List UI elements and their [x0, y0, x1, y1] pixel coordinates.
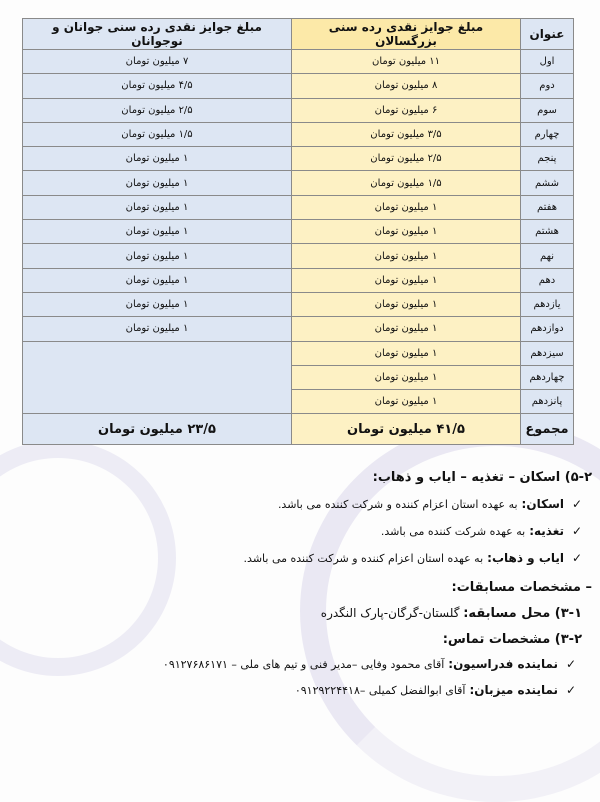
cell-youth: ۱ میلیون تومان	[23, 147, 292, 171]
cell-adult: ۱۱ میلیون تومان	[292, 50, 521, 74]
cell-adult: ۱ میلیون تومان	[292, 390, 521, 414]
cell-adult: ۱ میلیون تومان	[292, 244, 521, 268]
table-row	[23, 74, 574, 98]
cell-youth: ۱ میلیون تومان	[23, 171, 292, 195]
contact-text: آقای محمود وفایی –مدیر فنی و تیم های ملی – ۰۹۱۲۷۶۸۶۱۷۱	[162, 657, 445, 671]
header-adult: مبلغ جوایز نقدی رده سنی بزرگسالان	[292, 19, 521, 50]
cell-title: یازدهم	[521, 292, 574, 316]
bullet-item	[10, 524, 586, 538]
check-icon: ✓	[571, 524, 583, 538]
cell-title: نهم	[521, 244, 574, 268]
cell-adult: ۱ میلیون تومان	[292, 268, 521, 292]
cell-adult: ۲/۵ میلیون تومان	[292, 147, 521, 171]
cell-title: هشتم	[521, 220, 574, 244]
cell-title: ششم	[521, 171, 574, 195]
cell-title: سوم	[521, 98, 574, 122]
table-row	[23, 50, 574, 74]
section-heading-accommodation: ۵-۲) اسکان – تغذیه – ایاب و ذهاب:	[372, 470, 592, 485]
check-icon: ✓	[565, 657, 577, 671]
bullet-text: به عهده استان اعزام کننده و شرکت کننده می باشد.	[243, 551, 484, 565]
check-icon: ✓	[565, 683, 577, 697]
bullet-text: به عهده شرکت کننده می باشد.	[380, 524, 526, 538]
cell-youth: ۱/۵ میلیون تومان	[23, 122, 292, 146]
contact-item	[10, 683, 580, 697]
contact-label: نماینده فدراسیون:	[448, 657, 558, 671]
section-heading-specs: – مشخصات مسابقات:	[451, 580, 592, 595]
table-row	[23, 341, 574, 365]
cell-title: چهاردهم	[521, 365, 574, 389]
total-adult: ۴۱/۵ میلیون تومان	[292, 414, 521, 445]
table-row	[23, 122, 574, 146]
bullet-label: ایاب و ذهاب:	[487, 551, 564, 565]
total-title: مجموع	[521, 414, 574, 445]
cell-title: دهم	[521, 268, 574, 292]
table-row	[23, 147, 574, 171]
contact-label: نماینده میزبان:	[469, 683, 558, 697]
table-row	[23, 98, 574, 122]
cell-youth: ۲/۵ میلیون تومان	[23, 98, 292, 122]
contact-item	[10, 657, 580, 671]
cell-adult: ۶ میلیون تومان	[292, 98, 521, 122]
cell-title: دوازدهم	[521, 317, 574, 341]
cell-adult: ۱ میلیون تومان	[292, 365, 521, 389]
contact-text: آقای ابوالفضل کمیلی –۰۹۱۲۹۲۲۴۴۱۸	[294, 683, 466, 697]
header-title: عنوان	[521, 19, 574, 50]
cell-title: دوم	[521, 74, 574, 98]
cell-adult: ۱ میلیون تومان	[292, 195, 521, 219]
table-row	[23, 171, 574, 195]
bullet-label: تغذیه:	[529, 524, 564, 538]
cell-youth: ۴/۵ میلیون تومان	[23, 74, 292, 98]
cell-title: اول	[521, 50, 574, 74]
cell-youth-empty	[23, 341, 292, 414]
cell-adult: ۱ میلیون تومان	[292, 341, 521, 365]
table-header-row	[23, 19, 574, 50]
total-youth: ۲۳/۵ میلیون تومان	[23, 414, 292, 445]
cell-adult: ۳/۵ میلیون تومان	[292, 122, 521, 146]
check-icon: ✓	[571, 551, 583, 565]
cell-youth: ۱ میلیون تومان	[23, 317, 292, 341]
bullet-item	[10, 497, 586, 511]
cell-youth: ۷ میلیون تومان	[23, 50, 292, 74]
table-body	[23, 50, 574, 445]
table-row	[23, 220, 574, 244]
cell-youth: ۱ میلیون تومان	[23, 244, 292, 268]
table-row	[23, 244, 574, 268]
cell-youth: ۱ میلیون تومان	[23, 292, 292, 316]
cell-youth: ۱ میلیون تومان	[23, 220, 292, 244]
cell-youth: ۱ میلیون تومان	[23, 195, 292, 219]
table-row	[23, 268, 574, 292]
cell-adult: ۱ میلیون تومان	[292, 317, 521, 341]
cell-youth: ۱ میلیون تومان	[23, 268, 292, 292]
table-row	[23, 195, 574, 219]
check-icon: ✓	[571, 497, 583, 511]
venue-text: گلستان-گرگان-پارک النگدره	[320, 606, 460, 620]
prize-table	[22, 18, 574, 445]
cell-title: سیزدهم	[521, 341, 574, 365]
cell-title: پانزدهم	[521, 390, 574, 414]
table-row	[23, 292, 574, 316]
venue-line	[10, 606, 582, 622]
cell-title: پنجم	[521, 147, 574, 171]
cell-adult: ۱ میلیون تومان	[292, 292, 521, 316]
cell-title: هفتم	[521, 195, 574, 219]
cell-adult: ۱ میلیون تومان	[292, 220, 521, 244]
cell-title: چهارم	[521, 122, 574, 146]
bullet-text: به عهده استان اعزام کننده و شرکت کننده می باشد.	[277, 497, 518, 511]
table-total-row	[23, 414, 574, 445]
venue-label: ۳-۱) محل مسابقه:	[463, 606, 582, 621]
header-youth: مبلغ جوایز نقدی رده سنی جوانان و نوجوانان	[23, 19, 292, 50]
bullet-label: اسکان:	[521, 497, 564, 511]
table-row	[23, 317, 574, 341]
cell-adult: ۸ میلیون تومان	[292, 74, 521, 98]
bullet-item	[10, 551, 586, 565]
cell-adult: ۱/۵ میلیون تومان	[292, 171, 521, 195]
contact-heading: ۳-۲) مشخصات تماس:	[442, 632, 582, 647]
